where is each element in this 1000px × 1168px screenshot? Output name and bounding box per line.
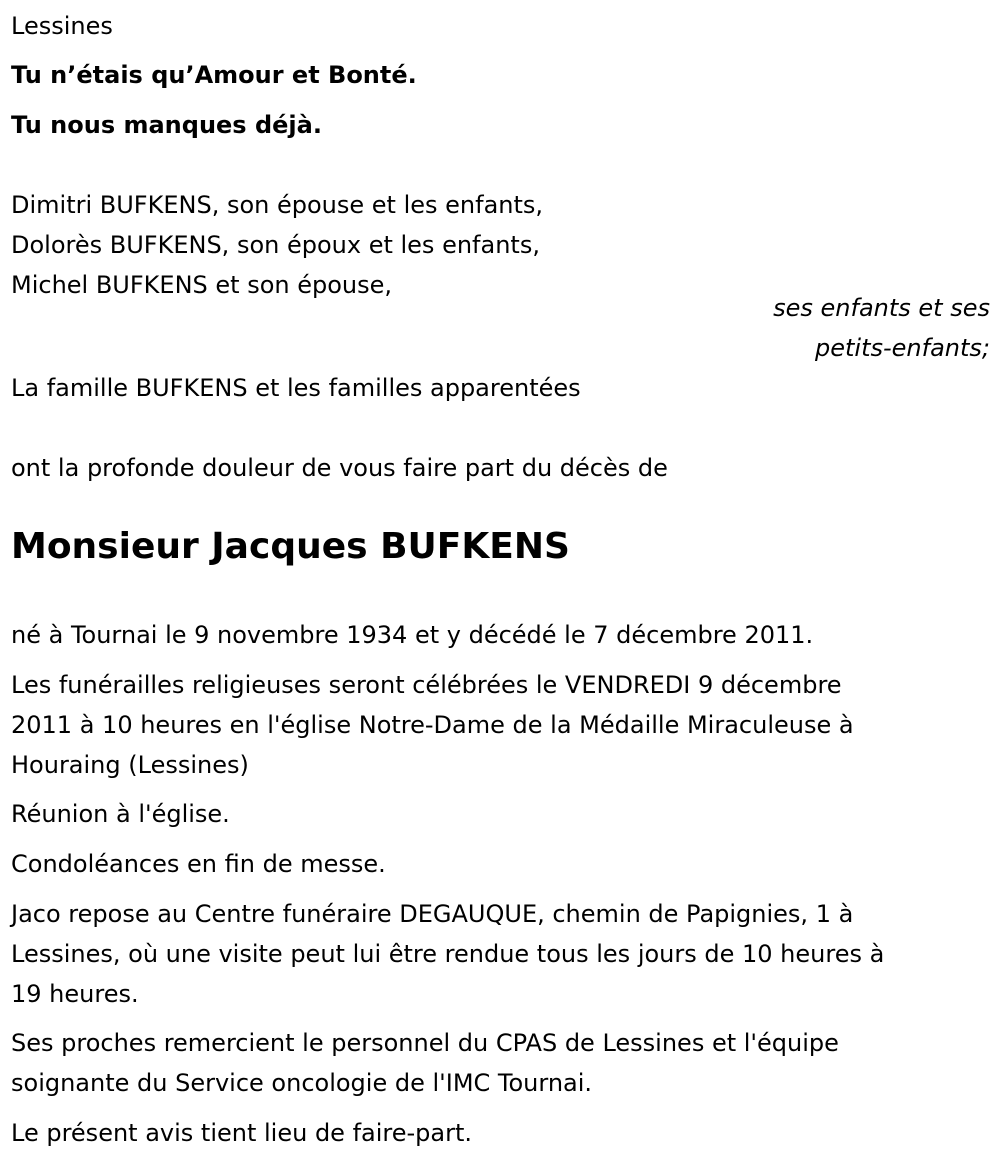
family-line-1: Dimitri BUFKENS, son épouse et les enfants, — [11, 191, 544, 219]
funeral-line-2: 2011 à 10 heures en l'église Notre-Dame de la Médaille Miraculeuse à — [11, 711, 854, 739]
motto-line-1: Tu n’étais qu’Amour et Bonté. — [11, 61, 417, 89]
children-label-line-1: ses enfants et ses — [773, 294, 990, 322]
visitation-line-3: 19 heures. — [11, 980, 139, 1008]
announcement: ont la profonde douleur de vous faire part du décès de — [11, 454, 668, 482]
visitation-line-2: Lessines, où une visite peut lui être rendue tous les jours de 10 heures à — [11, 940, 885, 968]
thanks-line-1: Ses proches remercient le personnel du CPAS de Lessines et l'équipe — [11, 1029, 839, 1057]
meeting: Réunion à l'église. — [11, 800, 230, 828]
extended-family: La famille BUFKENS et les familles apparentées — [11, 374, 581, 402]
children-label-line-2: petits-enfants; — [815, 334, 990, 362]
deceased-name: Monsieur Jacques BUFKENS — [11, 526, 570, 567]
thanks-line-2: soignante du Service oncologie de l'IMC Tournai. — [11, 1069, 593, 1097]
funeral-line-1: Les funérailles religieuses seront célébrées le VENDREDI 9 décembre — [11, 671, 842, 699]
birth-death: né à Tournai le 9 novembre 1934 et y décédé le 7 décembre 2011. — [11, 621, 814, 649]
motto-line-2: Tu nous manques déjà. — [11, 111, 322, 139]
family-line-3: Michel BUFKENS et son épouse, — [11, 271, 393, 299]
closing: Le présent avis tient lieu de faire-part. — [11, 1119, 473, 1147]
condolences: Condoléances en fin de messe. — [11, 850, 386, 878]
family-line-2: Dolorès BUFKENS, son époux et les enfants, — [11, 231, 540, 259]
location: Lessines — [11, 12, 113, 40]
visitation-line-1: Jaco repose au Centre funéraire DEGAUQUE, chemin de Papignies, 1 à — [11, 900, 854, 928]
funeral-line-3: Houraing (Lessines) — [11, 751, 249, 779]
